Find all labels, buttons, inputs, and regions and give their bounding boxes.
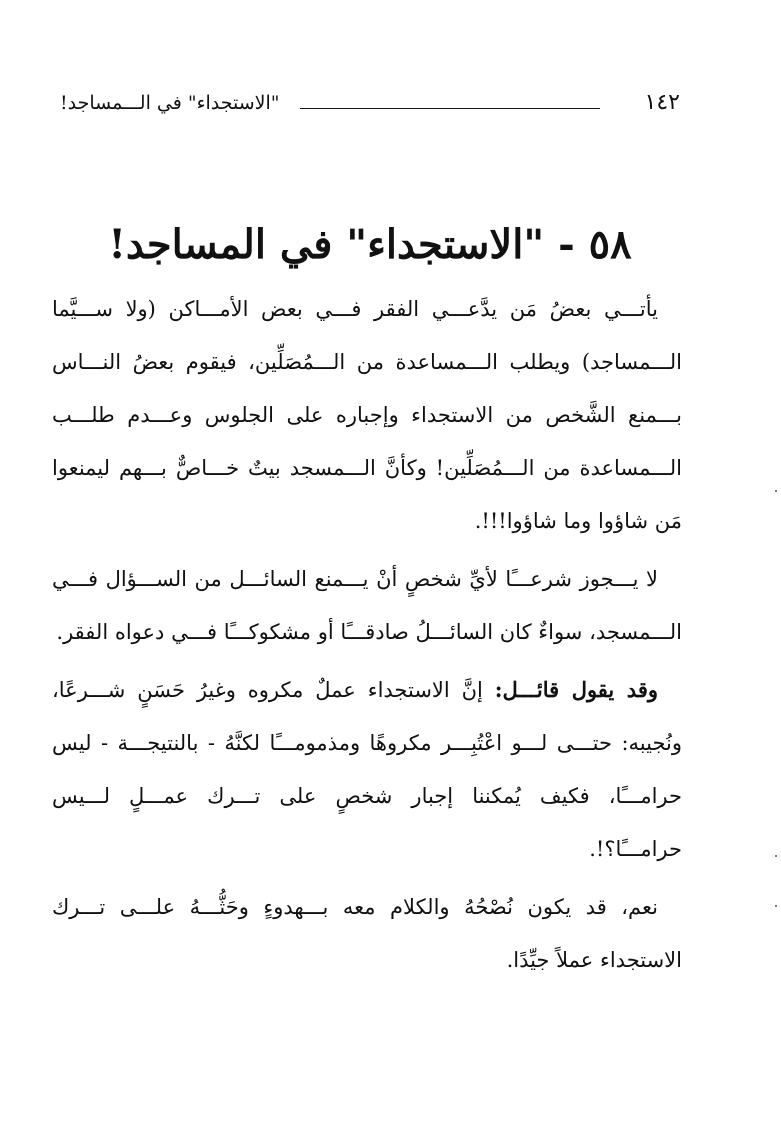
paragraph: [52, 282, 682, 548]
scan-speck: [775, 490, 777, 492]
body-text: [52, 282, 682, 991]
running-title: "الاستجداء" في الـــمساجد!: [60, 92, 280, 114]
paragraph-text: يأتـــي بعضُ مَن يدَّعـــي الفقر فـــي بعض الأمـــاكن (ولا ســـيَّما الـــمساجد) ويطلب الـــمساعدة من الـــمُصَلِّين، فيقوم بعضُ النـــاس بـــمنع الشَّخص من الاستجداء وإجباره على الجلوس وعـــدم طلـــب الـــمساعدة من الـــمُصَلِّين! وكأنَّ الـــمسجد بيتٌ خـــاصٌّ بـــهم ليمنعوا مَن شاؤوا وما شاؤوا!!!.: [52, 297, 682, 533]
header-rule: [300, 108, 600, 109]
paragraph-lead: وقد يقول قائـــل:: [494, 677, 659, 702]
paragraph: [52, 552, 682, 659]
paragraph-text: إنَّ الاستجداء عملٌ مكروه وغيرُ حَسَنٍ شـــرعًا، ونُجيبه: حتـــى لـــو اعْتُبِـــر مكروهًا ومذمومـــًا لكنَّهُ - بالنتيجـــة - ليس حرامـــًا، فكيف يُمكننا إجبار شخصٍ على تـــرك عمـــلٍ لـــيس حرامـــًا؟!.: [52, 678, 682, 861]
paragraph: [52, 880, 682, 987]
scan-speck: [775, 855, 777, 857]
running-header: [60, 88, 680, 122]
paragraph-text: نعم، قد يكون نُصْحُهُ والكلام معه بـــهدوءٍ وحَثُّـــهُ علـــى تـــرك الاستجداء عملاً جيِّدًا.: [52, 895, 682, 972]
paragraph: [52, 663, 682, 876]
chapter-title: ٥٨ - "الاستجداء" في المساجد!: [108, 220, 632, 268]
paragraph-text: لا يـــجوز شرعـــًا لأيِّ شخصٍ أنْ يـــمنع السائـــل من الســـؤال فـــي الـــمسجد، سواءٌ كان السائـــلُ صادقـــًا أو مشكوكـــًا فـــي دعواه الفقر.: [52, 567, 682, 644]
scan-speck: [775, 905, 777, 907]
page-number: ١٤٢: [644, 90, 680, 115]
